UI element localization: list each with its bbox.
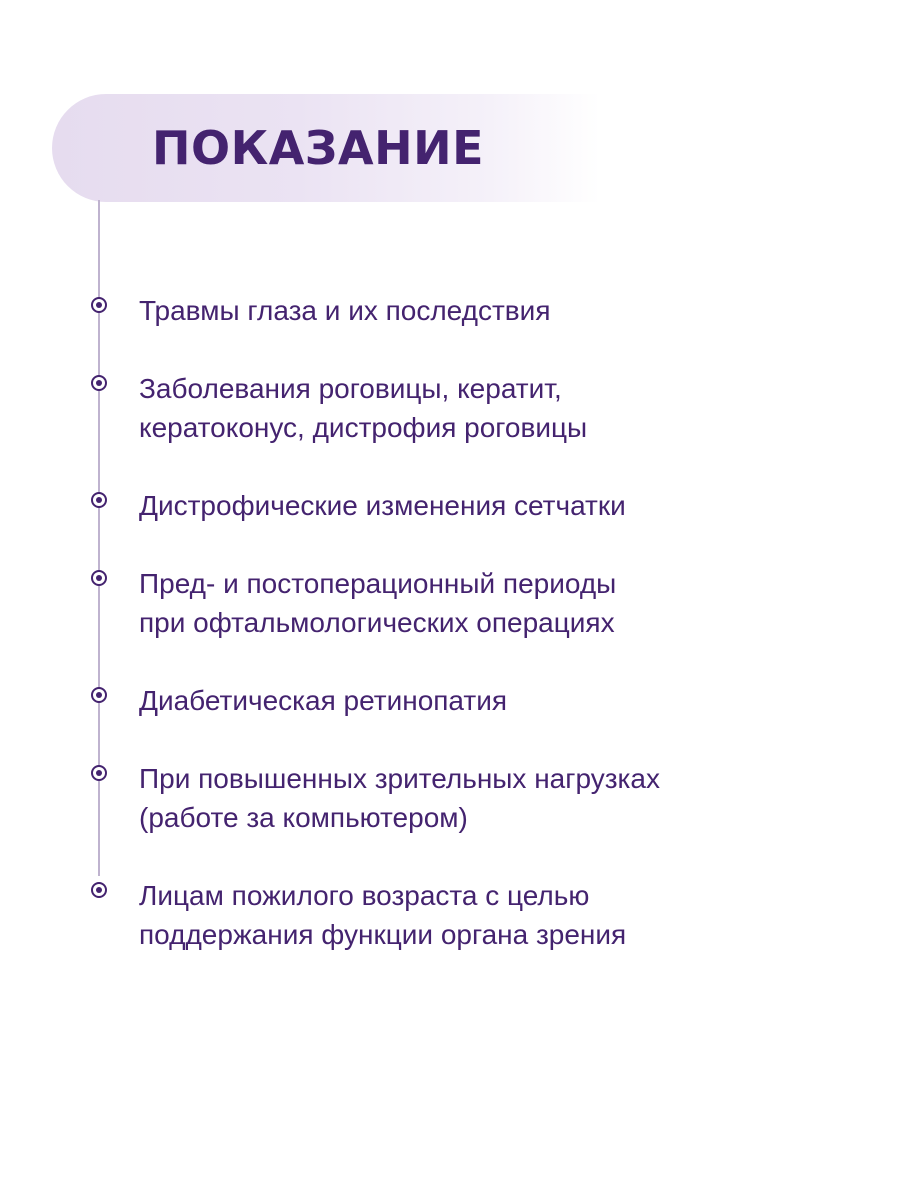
bullet-icon bbox=[91, 882, 107, 898]
item-text: Лицам пожилого возраста с целью поддержания функции органа зрения bbox=[139, 880, 627, 950]
bullet-icon bbox=[91, 765, 107, 781]
bullet-icon bbox=[91, 297, 107, 313]
item-text: При повышенных зрительных нагрузках (работе за компьютером) bbox=[139, 763, 660, 833]
bullet-icon bbox=[91, 570, 107, 586]
item-text: Пред- и постоперационный периоды при офтальмологических операциях bbox=[139, 568, 617, 638]
page-title: ПОКАЗАНИЕ bbox=[152, 121, 485, 175]
bullet-icon bbox=[91, 687, 107, 703]
bullet-icon bbox=[91, 492, 107, 508]
item-text: Травмы глаза и их последствия bbox=[139, 295, 551, 326]
item-text: Диабетическая ретинопатия bbox=[139, 685, 508, 716]
item-text: Дистрофические изменения сетчатки bbox=[139, 490, 626, 521]
bullet-icon bbox=[91, 375, 107, 391]
item-text: Заболевания роговицы, кератит, кератоконус, дистрофия роговицы bbox=[139, 373, 588, 443]
